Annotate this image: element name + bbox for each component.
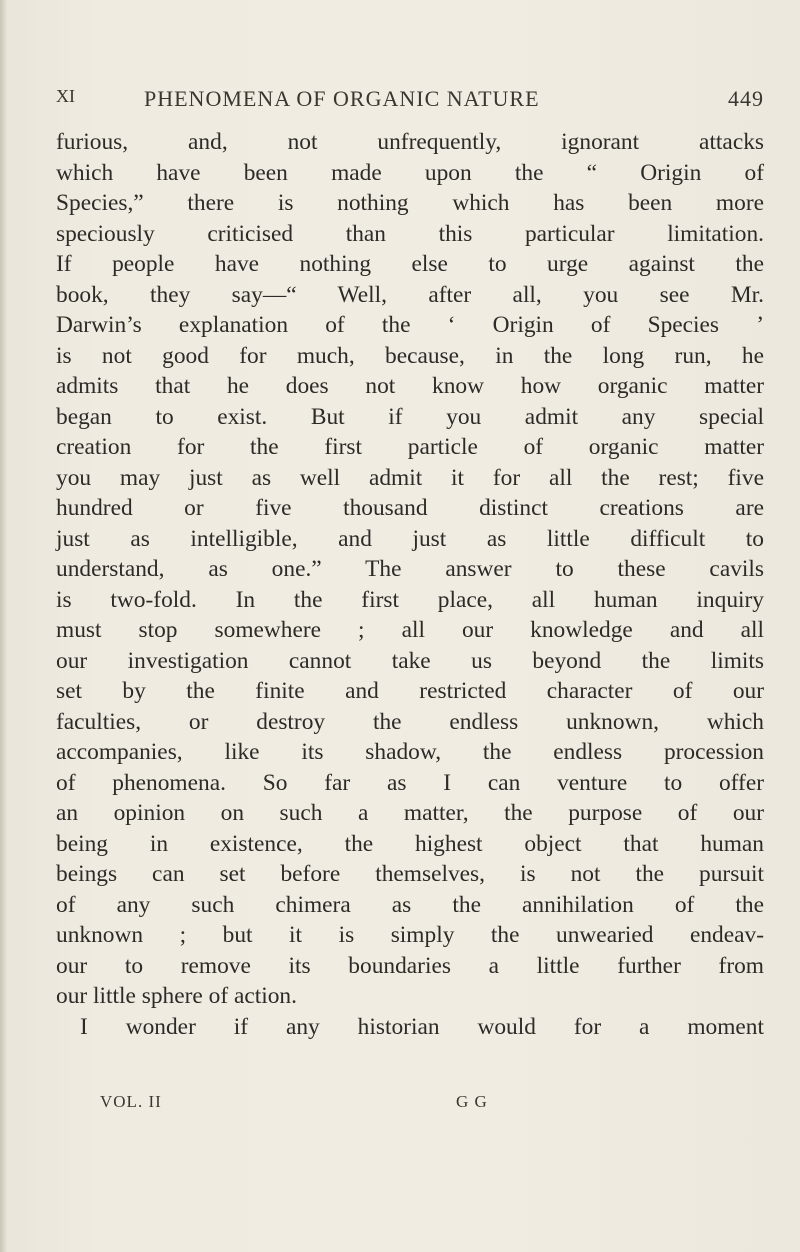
- running-head: [56, 86, 764, 114]
- text-line: book, they say—“ Well, after all, you see Mr.: [56, 281, 764, 308]
- text-line: accompanies, like its shadow, the endless procession: [56, 739, 764, 765]
- gathering-signature: G G: [456, 1092, 488, 1111]
- text-line: of any such chimera as the annihilation of the: [56, 891, 764, 918]
- volume-mark: VOL. II: [100, 1092, 162, 1111]
- text-line: set by the finite and restricted character of our: [56, 678, 764, 704]
- text-line: of phenomena. So far as I can venture to offer: [56, 769, 764, 796]
- text-line: If people have nothing else to urge against the: [56, 251, 764, 277]
- text-line: creation for the first particle of organic matter: [56, 434, 764, 460]
- text-line: being in existence, the highest object that human: [56, 830, 764, 857]
- text-line: our to remove its boundaries a little further from: [56, 952, 764, 979]
- text-line: you may just as well admit it for all the rest; five: [56, 464, 764, 491]
- running-title: PHENOMENA OF ORGANIC NATURE: [144, 86, 540, 111]
- text-line: I wonder if any historian would for a moment: [80, 1013, 764, 1040]
- text-line: Species,” there is nothing which has been more: [56, 190, 764, 216]
- text-line: speciously criticised than this particular limitation.: [56, 220, 764, 247]
- page-number: 449: [728, 86, 764, 111]
- text-line: beings can set before themselves, is not the pursuit: [56, 861, 764, 887]
- page-gutter-edge: [0, 0, 7, 1252]
- text-line: our investigation cannot take us beyond the limits: [56, 647, 764, 674]
- text-line: which have been made upon the “ Origin of: [56, 159, 764, 186]
- text-line: is two-fold. In the first place, all human inquiry: [56, 586, 764, 613]
- text-line: our little sphere of action.: [56, 983, 297, 1009]
- text-line: is not good for much, because, in the long run, he: [56, 342, 764, 369]
- text-line: must stop somewhere ; all our knowledge and all: [56, 617, 764, 643]
- text-line: just as intelligible, and just as little difficult to: [56, 525, 764, 552]
- text-line: faculties, or destroy the endless unknown, which: [56, 708, 764, 735]
- text-line: an opinion on such a matter, the purpose of our: [56, 800, 764, 826]
- text-line: hundred or five thousand distinct creations are: [56, 495, 764, 521]
- text-line: furious, and, not unfrequently, ignorant attacks: [56, 129, 764, 155]
- text-line: unknown ; but it is simply the unwearied endeav-: [56, 922, 764, 948]
- text-line: admits that he does not know how organic matter: [56, 373, 764, 399]
- signature-line: [100, 1092, 764, 1116]
- text-line: Darwin’s explanation of the ‘ Origin of Species ’: [56, 312, 764, 338]
- text-line: understand, as one.” The answer to these cavils: [56, 556, 764, 582]
- chapter-number: XI: [56, 86, 75, 106]
- body-text: [56, 127, 764, 1042]
- text-line: began to exist. But if you admit any special: [56, 403, 764, 430]
